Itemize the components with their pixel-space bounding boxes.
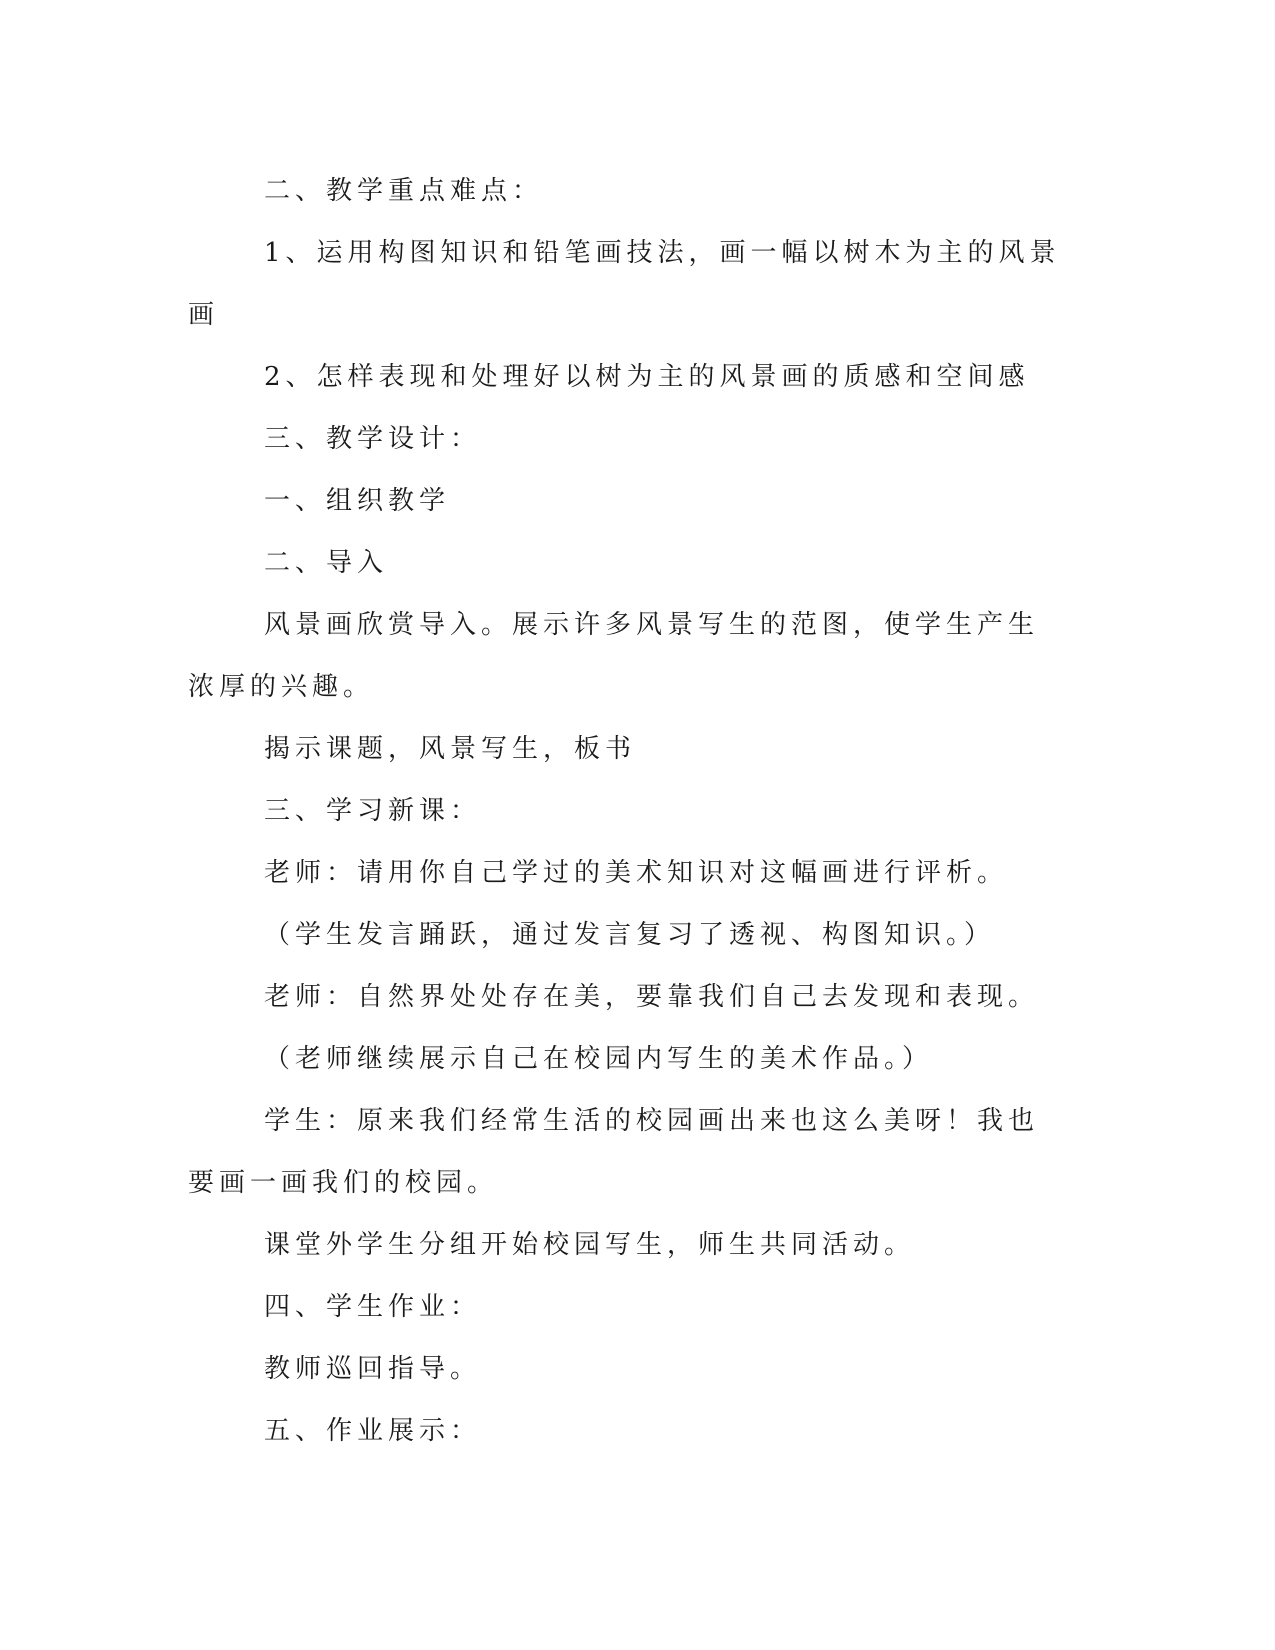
paragraph-point-2: 2、怎样表现和处理好以树为主的风景画的质感和空间感	[264, 362, 1030, 392]
paragraph-teacher-nature: 老师：自然界处处存在美，要靠我们自己去发现和表现。	[264, 982, 1040, 1012]
heading-student-assignment: 四、学生作业：	[264, 1292, 482, 1322]
paragraph-teacher-question: 老师：请用你自己学过的美术知识对这幅画进行评析。	[264, 858, 1009, 888]
heading-key-points: 二、教学重点难点：	[264, 176, 544, 206]
heading-introduction: 二、导入	[264, 548, 389, 578]
document-body	[188, 160, 1068, 1462]
paragraph-reveal-topic: 揭示课题，风景写生，板书	[264, 734, 637, 764]
paragraph-student-response: （学生发言踊跃，通过发言复习了透视、构图知识。）	[264, 920, 996, 950]
paragraph-appreciation: 风景画欣赏导入。展示许多风景写生的范图，使学生产生浓厚的兴趣。	[188, 610, 1040, 702]
heading-assignment-showcase: 五、作业展示：	[264, 1416, 482, 1446]
heading-new-lesson: 三、学习新课：	[264, 796, 482, 826]
paragraph-outdoor-sketching: 课堂外学生分组开始校园写生，师生共同活动。	[264, 1230, 916, 1260]
heading-teaching-design: 三、教学设计：	[264, 424, 482, 454]
paragraph-student-reaction: 学生：原来我们经常生活的校园画出来也这么美呀！我也要画一画我们的校园。	[188, 1106, 1040, 1198]
paragraph-teacher-showcase: （老师继续展示自己在校园内写生的美术作品。）	[264, 1044, 934, 1074]
paragraph-teacher-guidance: 教师巡回指导。	[264, 1354, 482, 1384]
paragraph-point-1: 1、运用构图知识和铅笔画技法，画一幅以树木为主的风景画	[188, 238, 1061, 330]
heading-organize-teaching: 一、组织教学	[264, 486, 451, 516]
